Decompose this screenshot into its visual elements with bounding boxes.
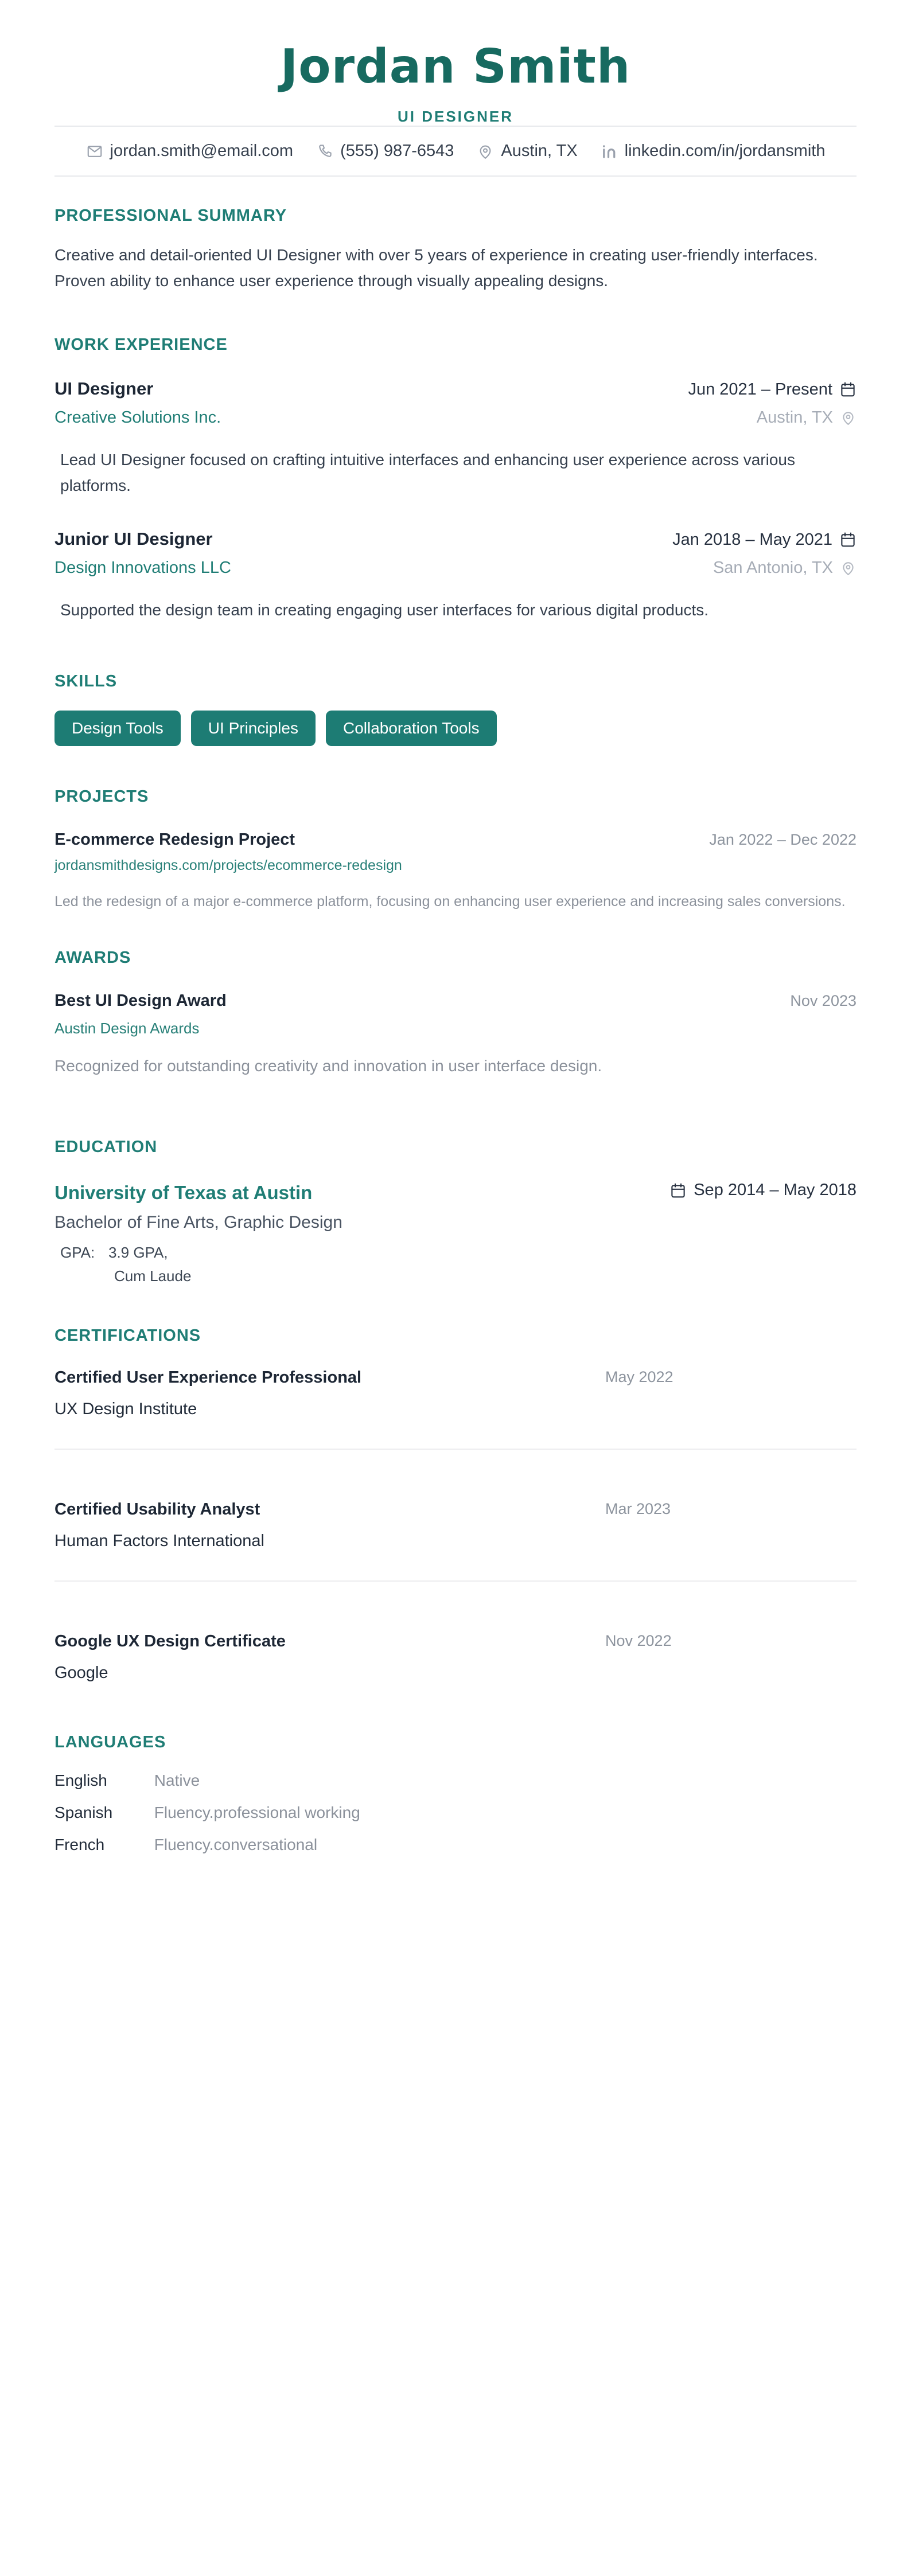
section-work-experience: [54, 335, 857, 623]
gpa-label: GPA:: [60, 1243, 95, 1261]
award-title: Best UI Design Award: [54, 991, 227, 1010]
linkedin-icon: [601, 143, 618, 160]
calendar-icon: [839, 381, 857, 398]
honors: Cum Laude: [114, 1267, 192, 1285]
person-job-title: UI DESIGNER: [397, 108, 514, 126]
certification-date: Nov 2022: [605, 1632, 672, 1649]
contact-location-text: Austin, TX: [501, 142, 578, 161]
contact-email-text: jordan.smith@email.com: [110, 142, 294, 161]
summary-text: Creative and detail-oriented UI Designer with over 5 years of experience in creating user-friendly interfaces. Proven ability to enhance user experience through visually appealing designs.: [54, 246, 818, 290]
job-description: Supported the design team in creating engaging user interfaces for various digital products.: [60, 600, 709, 619]
job-location-text: Austin, TX: [756, 408, 833, 427]
certification-entry: [54, 1368, 857, 1419]
section-skills: [54, 672, 857, 746]
calendar-icon: [839, 531, 857, 548]
job-location: [713, 559, 857, 577]
education-entry: [54, 1181, 857, 1285]
certification-issuer: Human Factors International: [54, 1531, 264, 1550]
work-entry: [54, 378, 857, 499]
job-title: UI Designer: [54, 378, 154, 399]
certification-entry: [54, 1580, 857, 1683]
contact-row: [54, 127, 857, 175]
job-description: Lead UI Designer focused on crafting intuitive interfaces and enhancing user experience across various platforms.: [60, 450, 795, 495]
skills-heading: SKILLS: [54, 672, 118, 690]
awards-heading: AWARDS: [54, 948, 131, 967]
contact-divider: [54, 175, 857, 177]
contact-phone[interactable]: [316, 142, 454, 161]
contact-email[interactable]: [86, 142, 294, 161]
job-dates: [672, 530, 857, 549]
summary-heading: PROFESSIONAL SUMMARY: [54, 206, 287, 225]
certification-title: Google UX Design Certificate: [54, 1632, 286, 1650]
contact-linkedin[interactable]: [601, 142, 826, 161]
projects-heading: PROJECTS: [54, 787, 149, 806]
location-pin-icon: [840, 409, 857, 426]
language-row: [54, 1804, 857, 1822]
education-heading: EDUCATION: [54, 1138, 158, 1157]
skill-chip: Design Tools: [54, 711, 181, 746]
section-summary: [54, 206, 857, 294]
contact-linkedin-text: linkedin.com/in/jordansmith: [624, 142, 826, 161]
certification-title: Certified Usability Analyst: [54, 1500, 260, 1519]
mail-icon: [86, 143, 103, 160]
job-company: Design Innovations LLC: [54, 558, 231, 577]
job-dates-text: Jan 2018 – May 2021: [672, 530, 832, 549]
project-link[interactable]: jordansmithdesigns.com/projects/ecommerce-redesign: [54, 857, 402, 873]
skill-chips: [54, 711, 857, 746]
certifications-heading: CERTIFICATIONS: [54, 1326, 201, 1345]
certification-date: Mar 2023: [605, 1500, 671, 1517]
language-list: [54, 1771, 857, 1854]
project-entry: [54, 830, 857, 913]
location-pin-icon: [477, 143, 494, 160]
job-title: Junior UI Designer: [54, 528, 213, 549]
language-name: French: [54, 1835, 105, 1853]
phone-icon: [316, 143, 333, 160]
school-name: University of Texas at Austin: [54, 1181, 313, 1203]
certification-issuer: Google: [54, 1663, 108, 1682]
project-title: E-commerce Redesign Project: [54, 830, 295, 849]
project-description: Led the redesign of a major e-commerce platform, focusing on enhancing user experience and increasing sales conversions.: [54, 893, 846, 910]
section-awards: [54, 949, 857, 1078]
contact-location: [477, 142, 577, 161]
language-fluency: Native: [154, 1771, 200, 1789]
language-row: [54, 1771, 857, 1790]
certification-issuer: UX Design Institute: [54, 1399, 197, 1418]
location-pin-icon: [840, 560, 857, 576]
person-name: Jordan Smith: [280, 40, 631, 94]
project-dates: Jan 2022 – Dec 2022: [709, 830, 857, 848]
degree: Bachelor of Fine Arts, Graphic Design: [54, 1212, 342, 1232]
education-dates-text: Sep 2014 – May 2018: [694, 1181, 857, 1200]
contact-phone-text: (555) 987-6543: [340, 142, 454, 161]
language-fluency: Fluency.conversational: [154, 1835, 318, 1853]
section-projects: [54, 787, 857, 913]
gpa-block: [54, 1244, 857, 1285]
work-heading: WORK EXPERIENCE: [54, 335, 228, 354]
award-date: Nov 2023: [790, 992, 857, 1009]
certification-entry: [54, 1449, 857, 1551]
section-education: [54, 1138, 857, 1285]
language-name: English: [54, 1771, 107, 1789]
resume-header: [54, 0, 857, 126]
skill-chip: Collaboration Tools: [326, 711, 497, 746]
award-issuer: Austin Design Awards: [54, 1019, 200, 1037]
award-entry: [54, 992, 857, 1078]
language-name: Spanish: [54, 1803, 113, 1821]
section-certifications: [54, 1326, 857, 1683]
languages-heading: LANGUAGES: [54, 1732, 166, 1751]
language-row: [54, 1836, 857, 1854]
certification-date: May 2022: [605, 1368, 673, 1385]
skill-chip: UI Principles: [191, 711, 316, 746]
job-dates: [688, 380, 857, 399]
award-description: Recognized for outstanding creativity and innovation in user interface design.: [54, 1056, 602, 1075]
job-company: Creative Solutions Inc.: [54, 408, 221, 427]
language-fluency: Fluency.professional working: [154, 1803, 360, 1821]
section-languages: [54, 1733, 857, 1854]
work-entry: [54, 529, 857, 623]
gpa-value: 3.9 GPA,: [108, 1243, 168, 1261]
calendar-icon: [669, 1182, 687, 1199]
job-dates-text: Jun 2021 – Present: [688, 380, 832, 399]
certification-title: Certified User Experience Professional: [54, 1368, 362, 1387]
job-location: [757, 408, 857, 427]
job-location-text: San Antonio, TX: [713, 558, 833, 577]
education-dates: [669, 1181, 857, 1200]
